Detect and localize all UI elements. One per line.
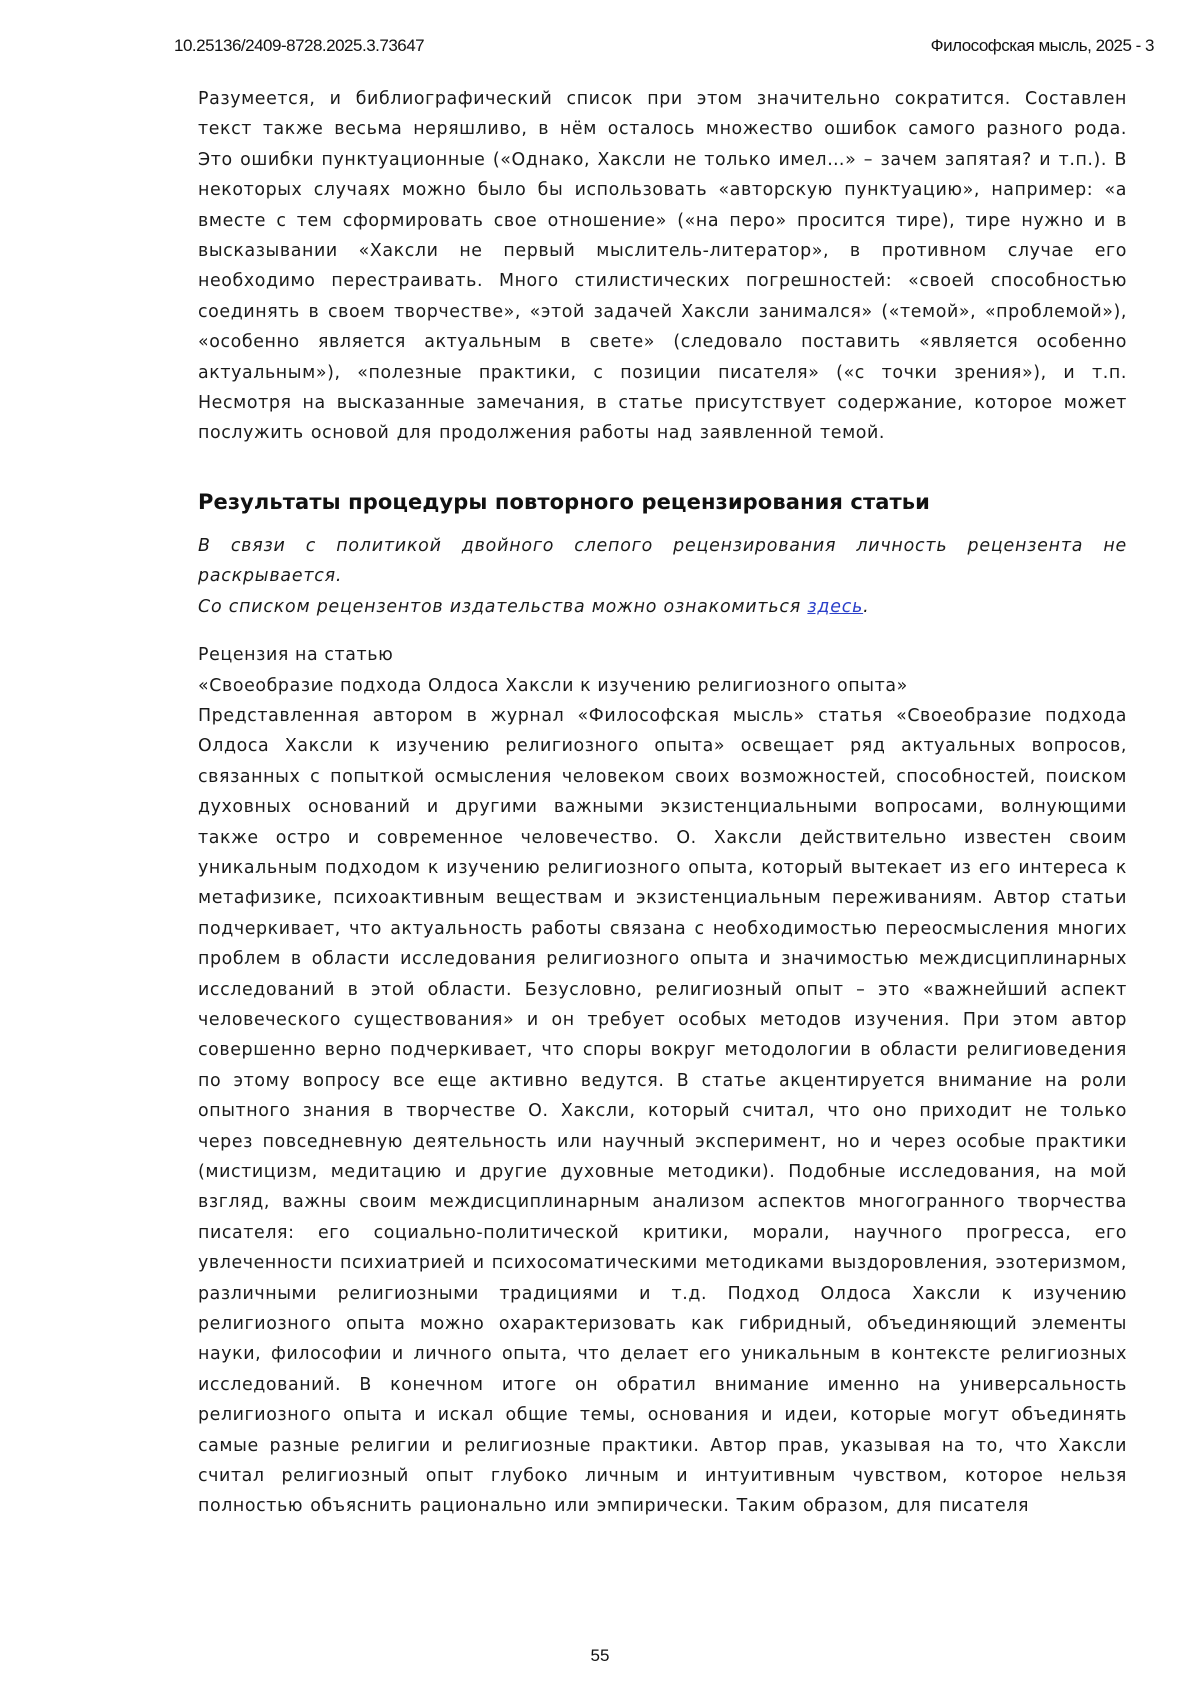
reviewers-list-line — [198, 592, 1127, 622]
section-title: Результаты процедуры повторного рецензирования статьи — [198, 489, 930, 514]
doi-label: 10.25136/2409-8728.2025.3.73647 — [174, 36, 425, 55]
reviewers-list-text: Со списком рецензентов издательства можно ознакомиться — [198, 596, 808, 617]
intro-paragraph: Разумеется, и библиографический список при этом значительно сократится. Составлен текст также весьма неряшливо, в нём осталось множество ошибок самого разного рода. Это ошибки пунктуационные («Однако, Хаксли не только имел…» – зачем запятая? и т.п.). В некоторых случаях можно было бы использовать «авторскую пунктуацию», например: «а вместе с тем сформировать свое отношение» («на перо» просится тире), тире нужно и в высказывании «Хаксли не первый мыслитель-литератор», в противном случае его необходимо перестраивать. Много стилистических погрешностей: «своей способностью соединять в своем творчестве», «этой задачей Хаксли занимался» («темой», «проблемой»), «особенно является актуальным в свете» (следовало поставить «является особенно актуальным»), «полезные практики, с позиции писателя» («с точки зрения»), и т.п. Несмотря на высказанные замечания, в статье присутствует содержание, которое может послужить основой для продолжения работы над заявленной темой. — [198, 89, 1127, 444]
blind-review-notice: В связи с политикой двойного слепого рецензирования личность рецензента не раскрывается. — [198, 535, 1127, 587]
journal-issue-label: Философская мысль, 2025 - 3 — [930, 36, 1154, 55]
review-heading-label: Рецензия на статью — [198, 645, 394, 666]
review-note — [198, 531, 1127, 622]
running-header — [174, 36, 1154, 60]
review-paragraph: Представленная автором в журнал «Философская мысль» статья «Своеобразие подхода Олдоса Хаксли к изучению религиозного опыта» освещает ряд актуальных вопросов, связанных с попыткой осмысления человеком своих возможностей, способностей, поиском духовных оснований и другими важными экзистенциальными вопросами, волнующими также остро и современное человечество. О. Хаксли действительно известен своим уникальным подходом к изучению религиозного опыта, который вытекает из его интереса к метафизике, психоактивным веществам и экзистенциальным переживаниям. Автор статьи подчеркивает, что актуальность работы связана с необходимостью переосмысления многих проблем в области исследования религиозного опыта и значимостью междисциплинарных исследований в этой области. Безусловно, религиозный опыт – это «важнейший аспект человеческого существования» и он требует особых методов изучения. При этом автор совершенно верно подчеркивает, что споры вокруг методологии в области религиоведения по этому вопросу все еще активно ведутся. В статье акцентируется внимание на роли опытного знания в творчестве О. Хаксли, который считал, что оно приходит не только через повседневную деятельность или научный эксперимент, но и через особые практики (мистицизм, медитацию и другие духовные методики). Подобные исследования, на мой взгляд, важны своим междисциплинарным анализом аспектов многогранного творчества писателя: его социально-политической критики, морали, научного прогресса, его увлеченности психиатрией и психосоматическими методиками выздоровления, эзотеризмом, различными религиозными традициями и т.д. Подход Олдоса Хаксли к изучению религиозного опыта можно охарактеризовать как гибридный, объединяющий элементы науки, философии и личного опыта, что делает его уникальным в контексте религиозных исследований. В конечном итоге он обратил внимание именно на универсальность религиозного опыта и искал общие темы, основания и идеи, которые могут объединять самые разные религии и религиозные практики. Автор прав, указывая на то, что Хаксли считал религиозный опыт глубоко личным и интуитивным чувством, которое нельзя полностью объяснить рационально или эмпирически. Таким образом, для писателя — [198, 705, 1127, 1517]
reviewers-list-period: . — [863, 596, 870, 617]
reviewers-list-link[interactable]: здесь — [807, 596, 864, 617]
page-number: 55 — [590, 1646, 610, 1665]
review-heading — [198, 640, 1127, 701]
page-content — [198, 84, 1127, 1522]
review-article-title: «Своеобразие подхода Олдоса Хаксли к изучению религиозного опыта» — [198, 675, 908, 696]
